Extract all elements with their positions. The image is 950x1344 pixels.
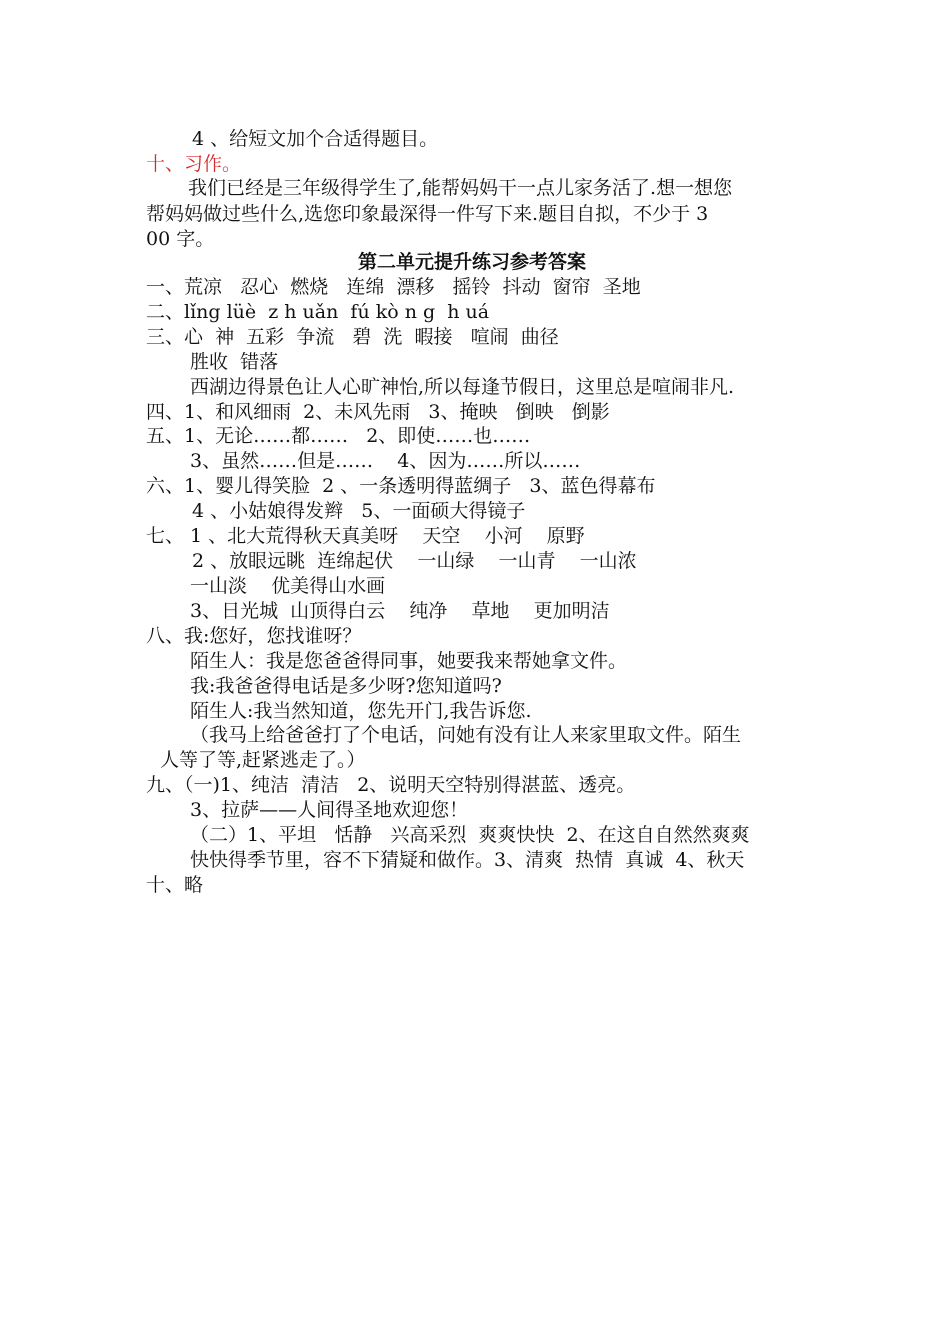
question-4-line: 4 、给短文加个合适得题目。	[192, 128, 439, 150]
answer-3: 三、心 神 五彩 争流 碧 洗 暇接 喧闹 曲径	[146, 326, 559, 348]
answer-5-cont: 3、虽然……但是…… 4、因为……所以……	[190, 450, 581, 472]
answer-8-dialogue-2: 我:我爸爸得电话是多少呀?您知道吗?	[190, 675, 502, 697]
answer-8-dialogue-1: 陌生人：我是您爸爸得同事，她要我来帮她拿文件。	[190, 650, 628, 672]
answer-7-part-2-cont: 一山淡 优美得山水画	[190, 575, 386, 597]
composition-prompt-line-1: 我们已经是三年级得学生了,能帮妈妈干一点儿家务活了.想一想您	[188, 177, 733, 199]
answer-9: 九、（一)1、纯洁 清洁 2、说明天空特别得湛蓝、透亮。	[146, 774, 636, 796]
answer-7: 七、 1 、北大荒得秋天真美呀 天空 小河 原野	[146, 525, 585, 547]
section-ten-heading: 十、习作。	[146, 153, 242, 175]
answer-6-cont: 4 、小姑娘得发辫 5、一面硕大得镜子	[192, 500, 526, 522]
answer-3-cont: 胜收 错落	[190, 351, 279, 373]
answer-8-dialogue-4: （我马上给爸爸打了个电话，问她有没有让人来家里取文件。陌生	[190, 724, 742, 746]
answer-key-title: 第二单元提升练习参考答案	[358, 251, 587, 273]
answer-9-part-two: （二）1、平坦 恬静 兴高采烈 爽爽快快 2、在这自自然然爽爽	[190, 824, 750, 846]
answer-2: 二、lǐng lüè z h uǎn fú kò n g h uá	[146, 301, 490, 323]
answer-6: 六、1、婴儿得笑脸 2 、一条透明得蓝绸子 3、蓝色得幕布	[146, 475, 656, 497]
answer-8-dialogue-3: 陌生人:我当然知道，您先开门,我告诉您.	[190, 700, 532, 722]
composition-prompt-line-3: 00 字。	[146, 228, 215, 250]
answer-4: 四、1、和风细雨 2、未风先雨 3、掩映 倒映 倒影	[146, 401, 610, 423]
answer-7-part-3: 3、日光城 山顶得白云 纯净 草地 更加明洁	[190, 600, 610, 622]
answer-9-part-two-cont: 快快得季节里，容不下猜疑和做作。3、清爽 热情 真诚 4、秋天	[190, 849, 745, 871]
answer-3-sentence: 西湖边得景色让人心旷神怡,所以每逢节假日，这里总是喧闹非凡.	[190, 376, 735, 398]
answer-10: 十、略	[146, 874, 204, 896]
composition-prompt-line-2: 帮妈妈做过些什么,选您印象最深得一件写下来.题目自拟，不少于 3	[146, 203, 709, 225]
answer-1: 一、荒凉 忍心 燃烧 连绵 漂移 摇铃 抖动 窗帘 圣地	[146, 276, 641, 298]
answer-8: 八、我:您好，您找谁呀？	[146, 625, 362, 647]
answer-8-dialogue-4-cont: 人等了等,赶紧逃走了。）	[160, 749, 366, 771]
answer-7-part-2: 2 、放眼远眺 连绵起伏 一山绿 一山青 一山浓	[192, 550, 637, 572]
answer-5: 五、1、无论……都…… 2、即使……也……	[146, 425, 531, 447]
answer-9-part-3: 3、拉萨——人间得圣地欢迎您！	[190, 799, 469, 821]
